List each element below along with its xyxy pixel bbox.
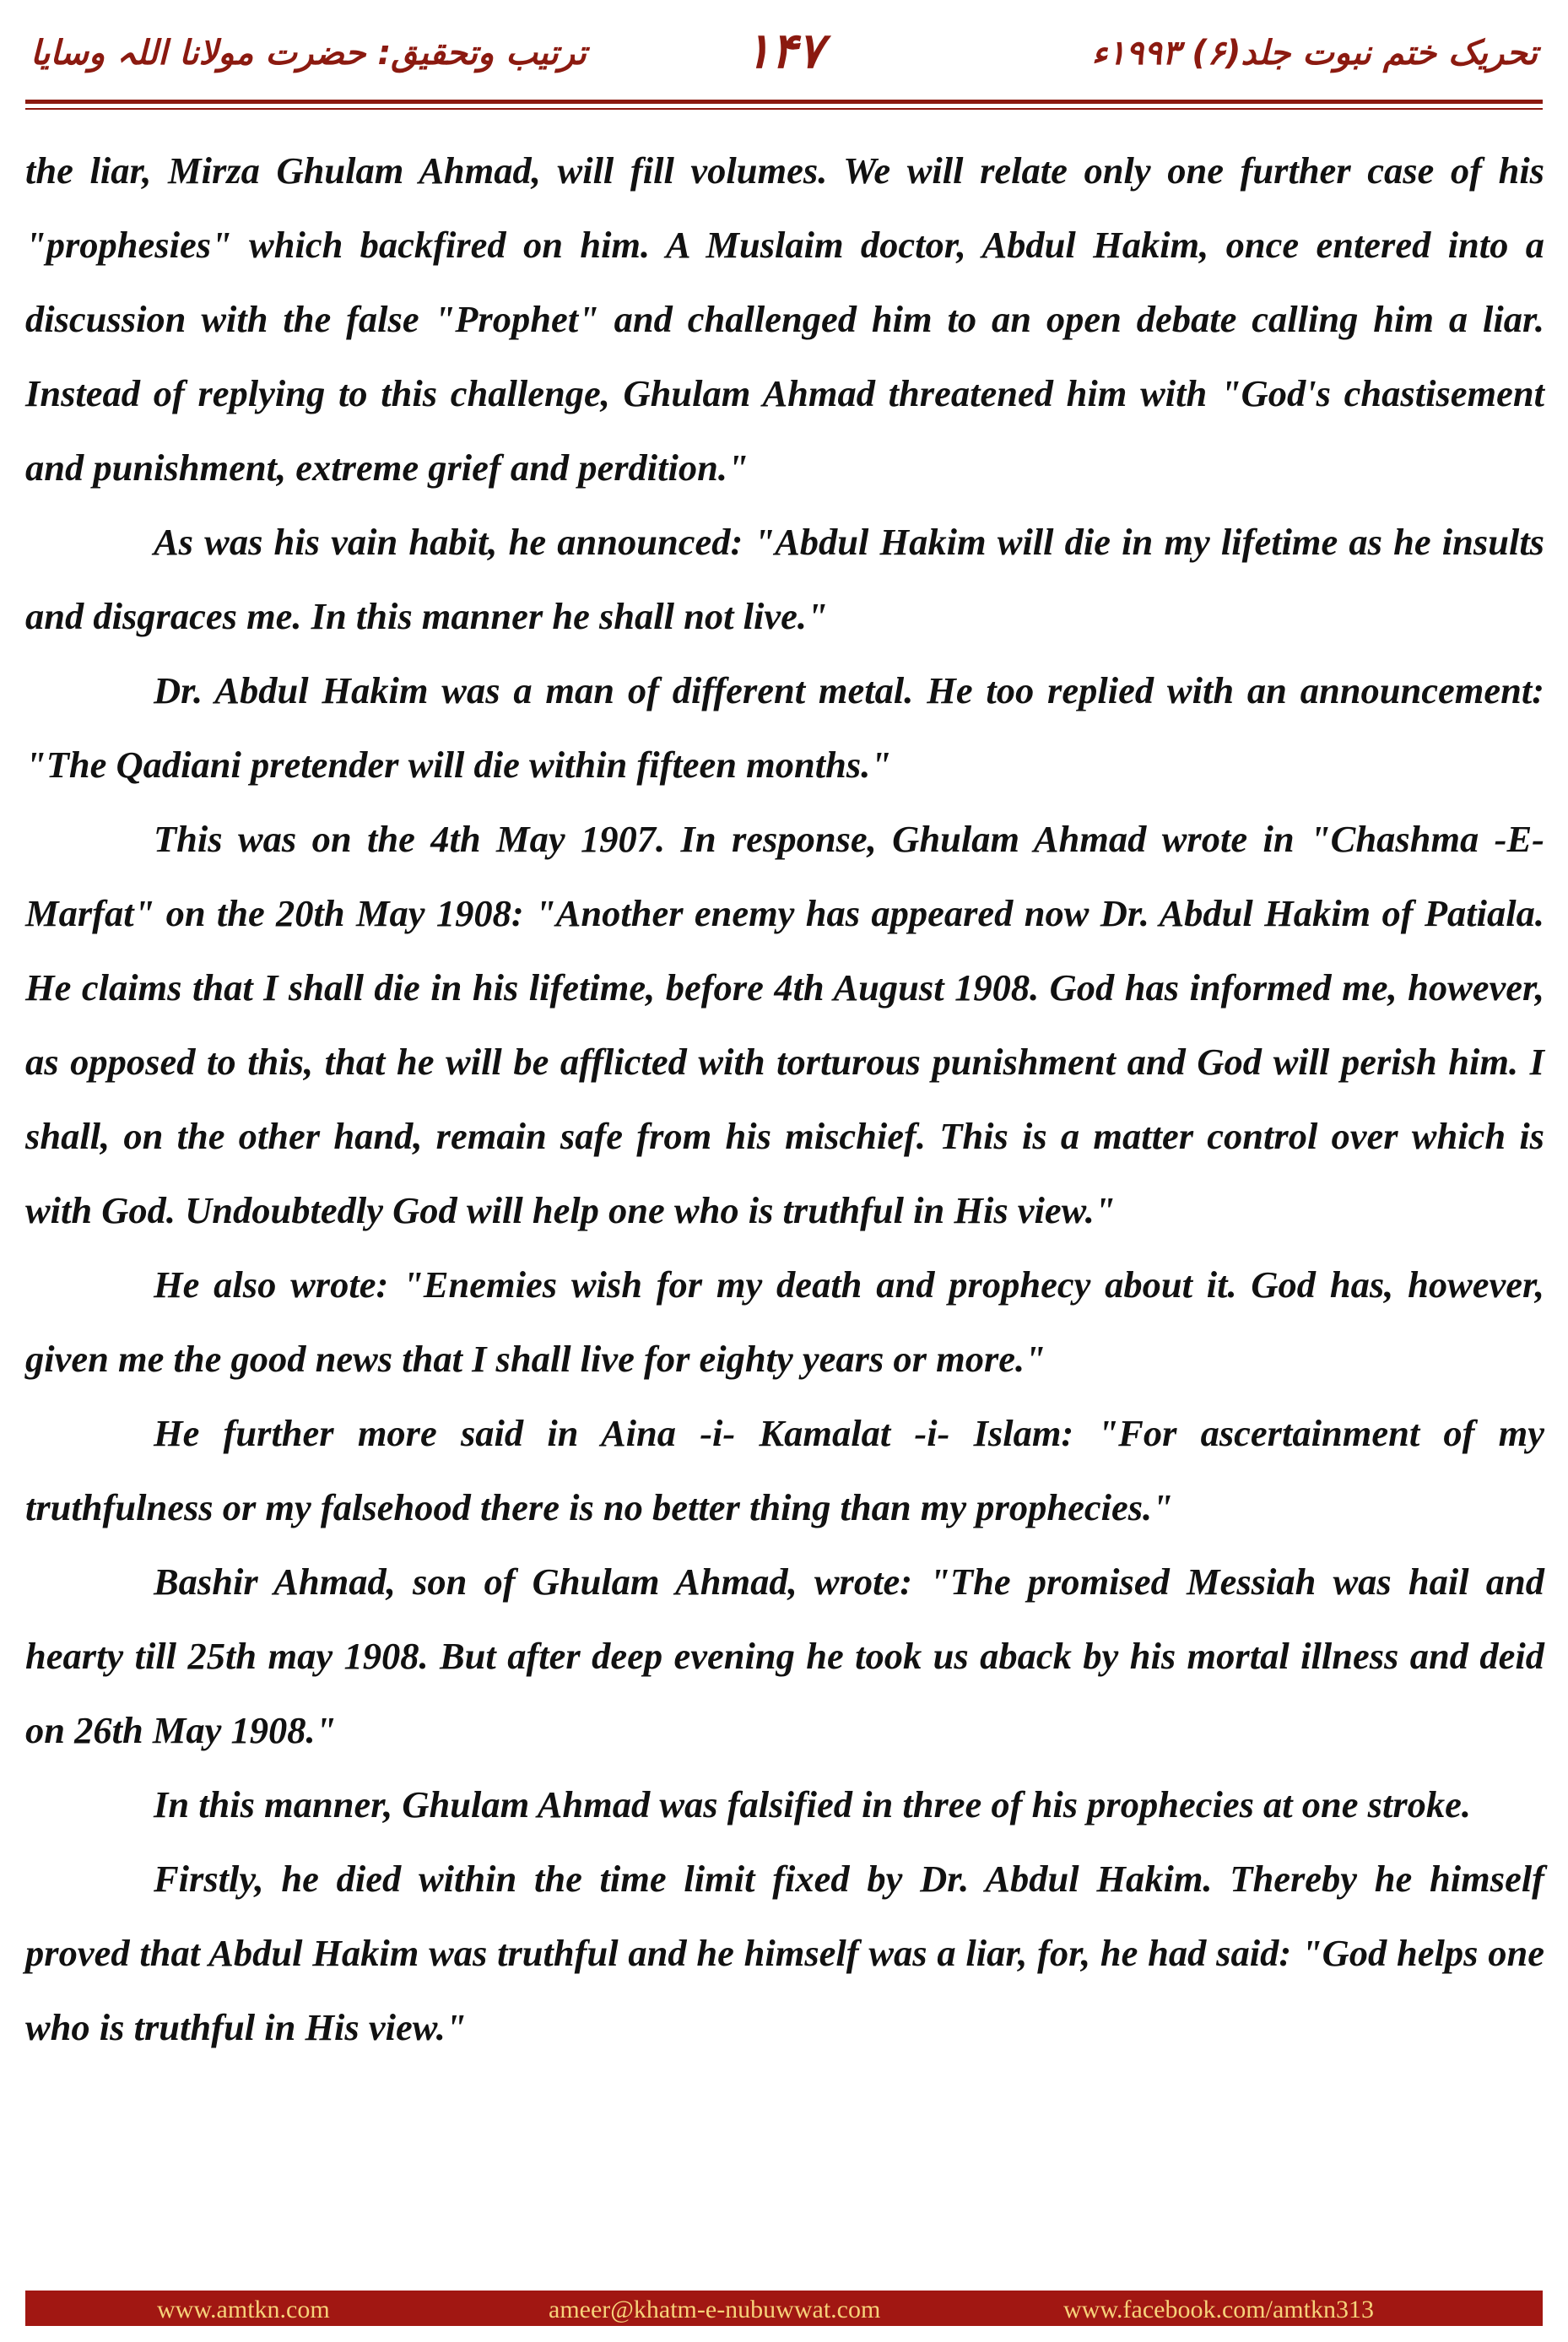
paragraph-4: This was on the 4th May 1907. In response, Ghulam Ahmad wrote in "Chashma -E- Marfat" on the 20th May 1908: "Another enemy has appeared now Dr. Abdul Hakim of Patiala. He claims that I shall die in his lifetime, before 4th August 1908. God has informed me, however, as opposed to this, that he will be afflicted with torturous punishment and God will perish him. I shall, on the other hand, remain safe from his mischief. This is a matter control over which is with God. Undoubtedly God will help one who is truthful in His view." bbox=[25, 818, 1544, 1231]
header-rule-thin bbox=[25, 108, 1543, 110]
footer-email-link[interactable]: ameer@khatm-e-nubuwwat.com bbox=[549, 2296, 881, 2323]
footer-facebook-link[interactable]: www.facebook.com/amtkn313 bbox=[1063, 2296, 1374, 2323]
paragraph-5: He also wrote: "Enemies wish for my death and prophecy about it. God has, however, given me the good news that I shall live for eighty years or more." bbox=[25, 1263, 1544, 1380]
paragraph-3: Dr. Abdul Hakim was a man of different metal. He too replied with an announcement: "The Qadiani pretender will die within fifteen months." bbox=[25, 669, 1544, 786]
paragraph-8: In this manner, Ghulam Ahmad was falsified in three of his prophecies at one stroke. bbox=[154, 1783, 1472, 1825]
body-text bbox=[25, 133, 1544, 2064]
book-title: تحریک ختم نبوت جلد(۶) ۱۹۹۳ء bbox=[1091, 34, 1538, 73]
paragraph-7: Bashir Ahmad, son of Ghulam Ahmad, wrote: "The promised Messiah was hail and hearty till 25th may 1908. But after deep evening he took us aback by his mortal illness and deid on 26th May 1908." bbox=[25, 1560, 1544, 1751]
page-header bbox=[25, 15, 1543, 100]
paragraph-9: Firstly, he died within the time limit fixed by Dr. Abdul Hakim. Thereby he himself proved that Abdul Hakim was truthful and he himself was a liar, for, he had said: "God helps one who is truthful in His view." bbox=[25, 1858, 1544, 2048]
page-footer bbox=[25, 2291, 1543, 2326]
paragraph-1: the liar, Mirza Ghulam Ahmad, will fill volumes. We will relate only one further case of his "prophesies" which backfired on him. A Muslaim doctor, Abdul Hakim, once entered into a discussion with the false "Prophet" and challenged him to an open debate calling him a liar. Instead of replying to this challenge, Ghulam Ahmad threatened him with "God's chastisement and punishment, extreme grief and perdition." bbox=[25, 149, 1544, 489]
header-rule-thick bbox=[25, 100, 1543, 104]
paragraph-2: As was his vain habit, he announced: "Abdul Hakim will die in my lifetime as he insults and disgraces me. In this manner he shall not live." bbox=[25, 521, 1544, 637]
footer-website-link[interactable]: www.amtkn.com bbox=[157, 2296, 330, 2323]
page-number: ۱۴۷ bbox=[744, 22, 824, 79]
paragraph-6: He further more said in Aina -i- Kamalat -i- Islam: "For ascertainment of my truthfulness or my falsehood there is no better thing than my prophecies." bbox=[25, 1412, 1544, 1528]
compiler-credit: ترتیب وتحقیق: حضرت مولانا اللہ وسایا bbox=[30, 34, 587, 73]
